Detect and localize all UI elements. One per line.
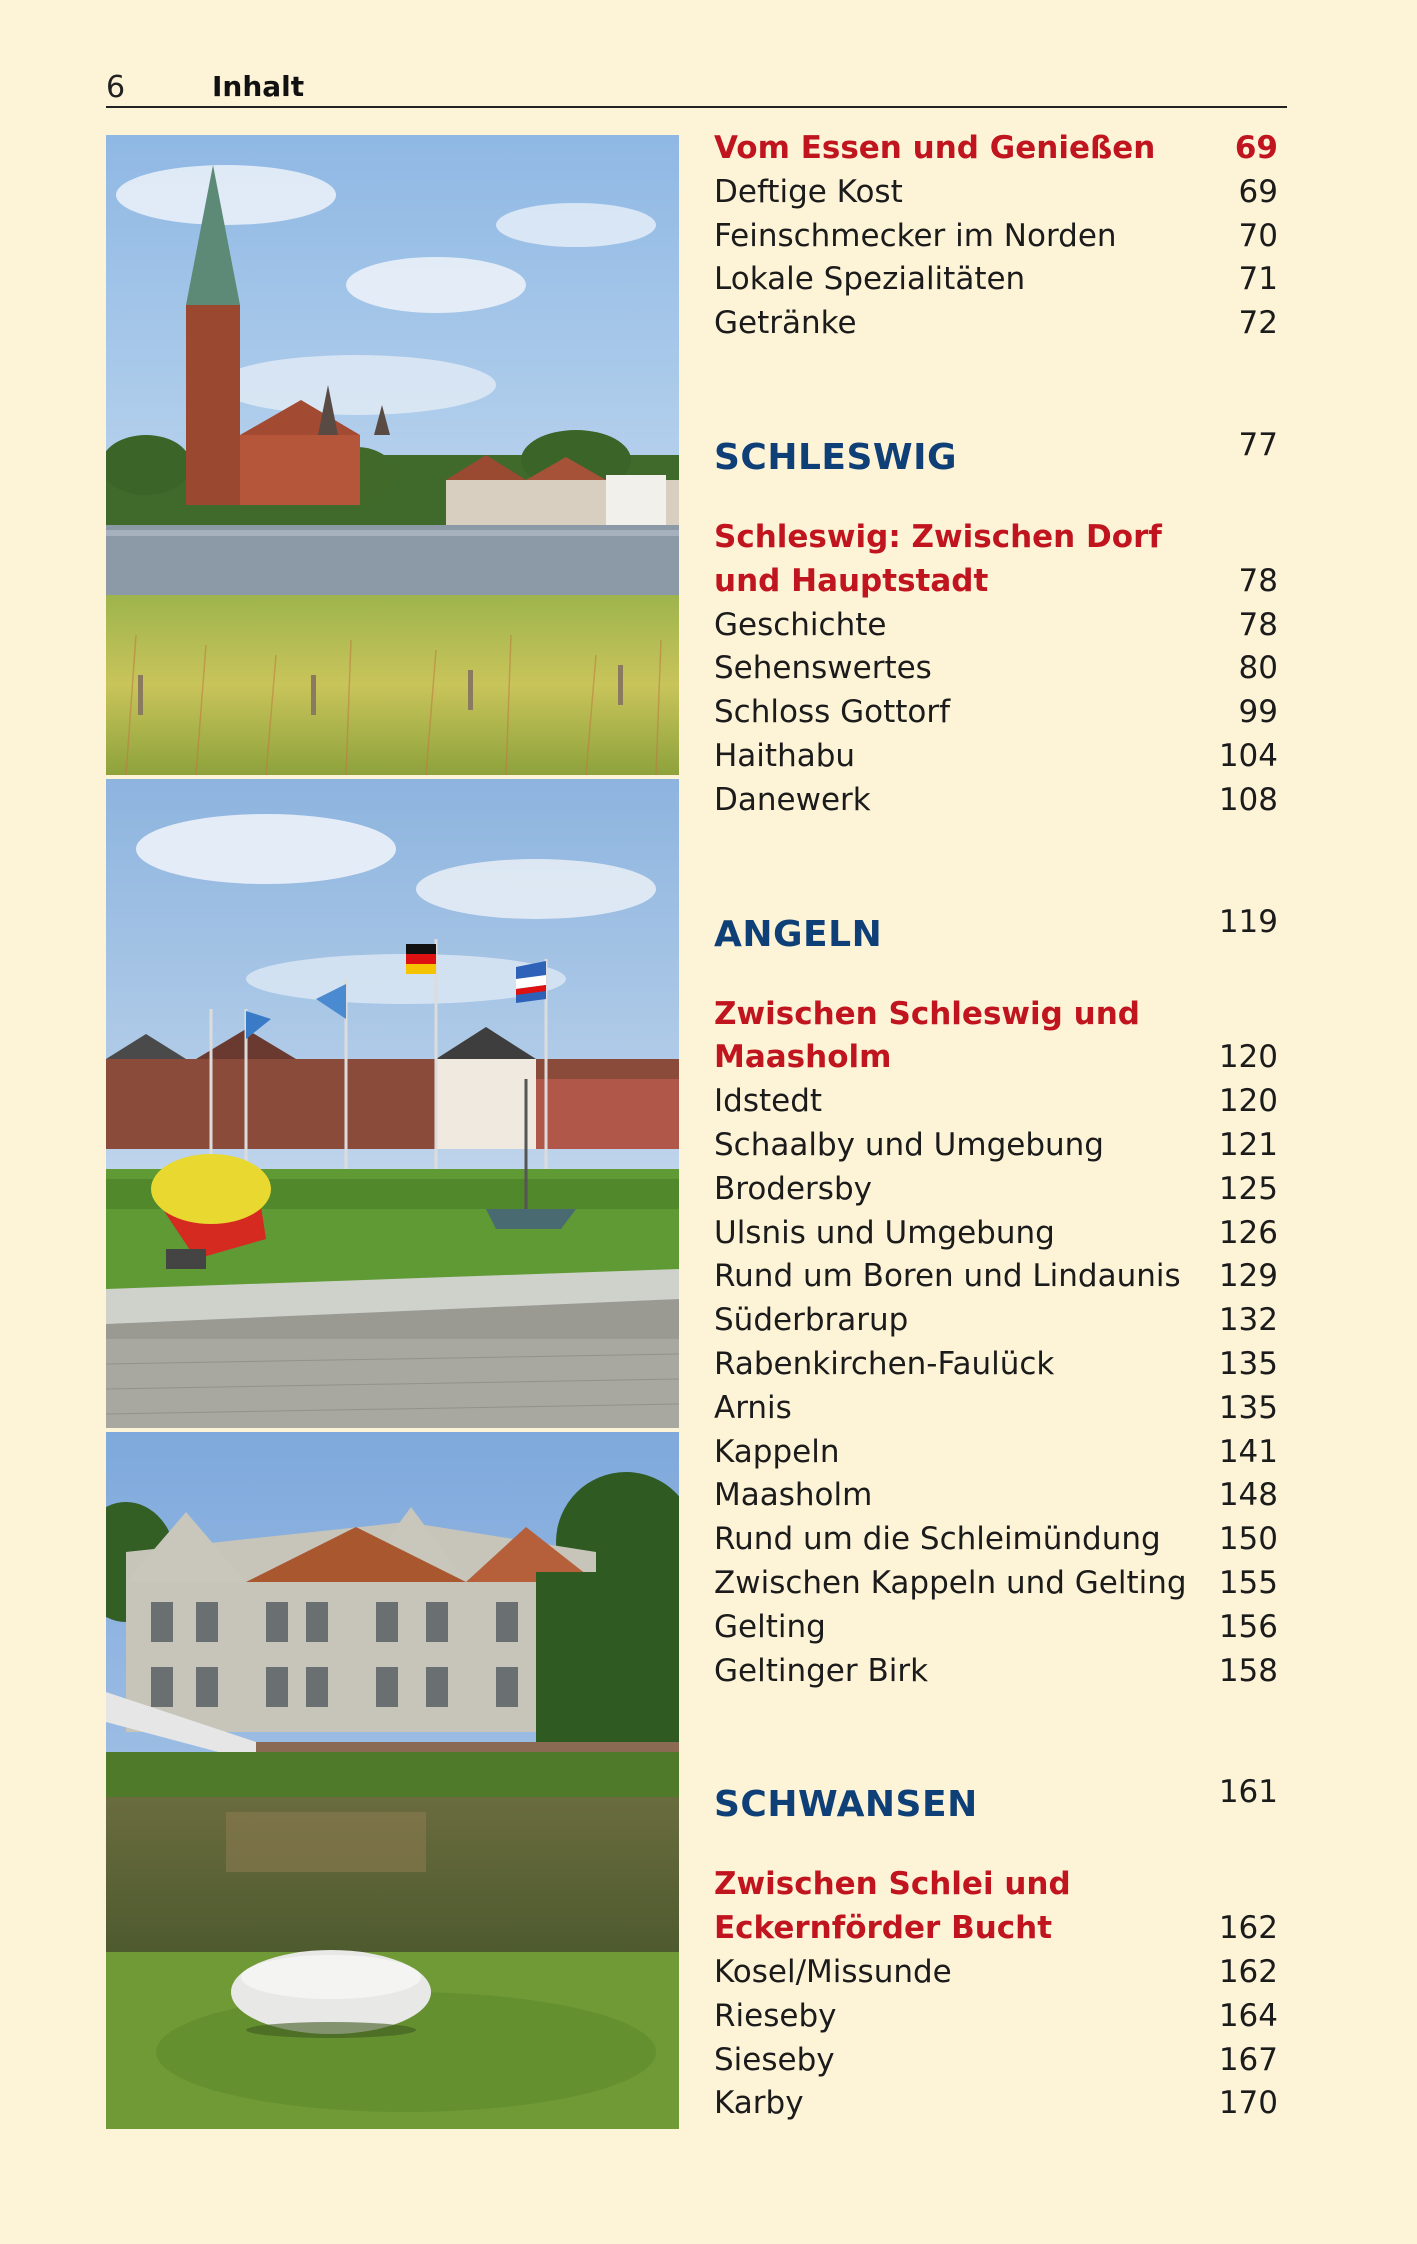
toc-page-number: 99 (1238, 694, 1278, 731)
toc-item[interactable] (714, 1255, 1278, 1299)
toc-item-label: Kosel/Missunde (714, 1953, 952, 1990)
toc-item[interactable] (714, 1124, 1278, 1168)
toc-item-label: Süderbrarup (714, 1302, 909, 1339)
toc-page-number: 132 (1218, 1302, 1278, 1339)
toc-heading-essen[interactable] (714, 127, 1278, 171)
header-title: Inhalt (212, 70, 305, 103)
toc-item-label: Sehenswertes (714, 650, 932, 687)
toc-page-number: 167 (1218, 2041, 1278, 2078)
toc-page-number: 70 (1238, 217, 1278, 254)
toc-page-number: 104 (1218, 737, 1278, 774)
toc-item[interactable] (714, 258, 1278, 302)
toc-item-label: Deftige Kost (714, 173, 903, 210)
toc-region-title: SCHLESWIG (714, 436, 958, 478)
toc-heading-schleswig[interactable] (714, 516, 1278, 604)
toc-item[interactable] (714, 171, 1278, 215)
toc-region-schwansen[interactable] (714, 1775, 1278, 1835)
toc-page-number: 125 (1218, 1170, 1278, 1207)
toc-page-number: 155 (1218, 1564, 1278, 1601)
toc-item-label: Karby (714, 2085, 804, 2122)
toc-item-label: Brodersby (714, 1170, 872, 1207)
toc-item[interactable] (714, 779, 1278, 823)
toc-item[interactable] (714, 1562, 1278, 1606)
toc-page-number: 119 (1218, 903, 1278, 940)
toc-heading-line2: und Hauptstadt (714, 562, 989, 599)
toc-item[interactable] (714, 1474, 1278, 1518)
toc-page-number: 129 (1218, 1258, 1278, 1295)
toc-item-label: Gelting (714, 1608, 826, 1645)
toc-page-number: 158 (1218, 1652, 1278, 1689)
toc-page-number: 78 (1238, 562, 1278, 599)
toc-item[interactable] (714, 2082, 1278, 2126)
toc-page-number: 135 (1218, 1345, 1278, 1382)
toc-heading-schwansen[interactable] (714, 1863, 1278, 1951)
toc-page-number: 120 (1218, 1083, 1278, 1120)
toc-item[interactable] (714, 647, 1278, 691)
toc-page-number: 120 (1218, 1039, 1278, 1076)
toc-item[interactable] (714, 215, 1278, 259)
toc-item-label: Haithabu (714, 737, 856, 774)
toc-item[interactable] (714, 604, 1278, 648)
toc-page-number: 77 (1238, 426, 1278, 463)
toc-item[interactable] (714, 1431, 1278, 1475)
toc-page-number: 150 (1218, 1521, 1278, 1558)
toc-item-label: Danewerk (714, 781, 871, 818)
toc-item[interactable] (714, 735, 1278, 779)
toc-heading-label: Vom Essen und Genießen (714, 130, 1156, 166)
toc-item-label: Kappeln (714, 1433, 840, 1470)
toc-region-title: ANGELN (714, 913, 883, 955)
table-of-contents (714, 127, 1278, 2126)
toc-item[interactable] (714, 1387, 1278, 1431)
toc-page-number: 71 (1238, 261, 1278, 298)
toc-heading-line1: Zwischen Schleswig und (714, 995, 1140, 1032)
toc-heading-angeln[interactable] (714, 993, 1278, 1081)
page-header (106, 62, 1287, 108)
toc-item[interactable] (714, 1650, 1278, 1694)
toc-page-number: 170 (1218, 2085, 1278, 2122)
toc-item[interactable] (714, 691, 1278, 735)
photo-manor-pond (106, 1432, 679, 2129)
toc-page-number: 78 (1238, 606, 1278, 643)
toc-item[interactable] (714, 2039, 1278, 2083)
toc-page-number: 162 (1218, 1953, 1278, 1990)
toc-item[interactable] (714, 1168, 1278, 1212)
toc-item-label: Lokale Spezialitäten (714, 261, 1026, 298)
toc-page-number: 156 (1218, 1608, 1278, 1645)
toc-item-label: Sieseby (714, 2041, 835, 2078)
toc-heading-line1: Schleswig: Zwischen Dorf (714, 518, 1162, 555)
toc-item[interactable] (714, 1212, 1278, 1256)
toc-region-schleswig[interactable] (714, 428, 1278, 488)
toc-item-label: Schloss Gottorf (714, 694, 951, 731)
toc-page-number: 164 (1218, 1997, 1278, 2034)
toc-item[interactable] (714, 1951, 1278, 1995)
toc-page-number: 80 (1238, 650, 1278, 687)
toc-page-number: 126 (1218, 1214, 1278, 1251)
toc-item-label: Feinschmecker im Norden (714, 217, 1117, 254)
toc-item[interactable] (714, 1343, 1278, 1387)
toc-item[interactable] (714, 1995, 1278, 2039)
toc-item-label: Idstedt (714, 1083, 823, 1120)
toc-page-number: 121 (1218, 1126, 1278, 1163)
toc-item[interactable] (714, 1299, 1278, 1343)
toc-item-label: Ulsnis und Umgebung (714, 1214, 1055, 1251)
toc-page-number: 135 (1218, 1389, 1278, 1426)
toc-item-label: Zwischen Kappeln und Gelting (714, 1564, 1187, 1601)
page-number: 6 (106, 70, 126, 105)
toc-item-label: Rabenkirchen-Faulück (714, 1345, 1055, 1382)
toc-heading-line1: Zwischen Schlei und (714, 1866, 1071, 1903)
toc-heading-line2: Maasholm (714, 1039, 892, 1076)
toc-page-number: 162 (1218, 1910, 1278, 1947)
toc-region-angeln[interactable] (714, 905, 1278, 965)
toc-item[interactable] (714, 1080, 1278, 1124)
photo-schleswig-cathedral (106, 135, 679, 775)
toc-region-title: SCHWANSEN (714, 1784, 978, 1826)
toc-heading-line2: Eckernförder Bucht (714, 1910, 1053, 1947)
toc-item-label: Rund um die Schleimündung (714, 1521, 1161, 1558)
toc-item[interactable] (714, 1606, 1278, 1650)
photo-harbour-flags (106, 779, 679, 1428)
toc-item-label: Schaalby und Umgebung (714, 1126, 1104, 1163)
toc-page-number: 69 (1238, 173, 1278, 210)
toc-page-number: 72 (1238, 305, 1278, 342)
toc-item[interactable] (714, 302, 1278, 346)
toc-page-number: 108 (1218, 781, 1278, 818)
toc-item-label: Rieseby (714, 1997, 837, 2034)
toc-item-label: Geltinger Birk (714, 1652, 929, 1689)
toc-item-label: Rund um Boren und Lindaunis (714, 1258, 1181, 1295)
toc-page-number: 69 (1234, 130, 1278, 166)
toc-item-label: Geschichte (714, 606, 887, 643)
toc-item[interactable] (714, 1518, 1278, 1562)
toc-page-number: 161 (1218, 1774, 1278, 1811)
toc-item-label: Arnis (714, 1389, 792, 1426)
toc-item-label: Getränke (714, 305, 857, 342)
toc-page-number: 148 (1218, 1477, 1278, 1514)
toc-page-number: 141 (1218, 1433, 1278, 1470)
toc-item-label: Maasholm (714, 1477, 873, 1514)
